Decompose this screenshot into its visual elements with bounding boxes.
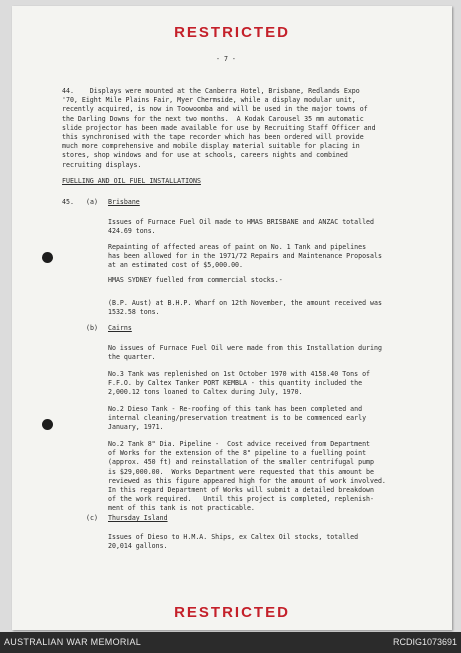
brisbane-sydney-text: HMAS SYDNEY fuelled from commercial stocks.- bbox=[108, 276, 283, 284]
section-heading: FUELLING AND OIL FUEL INSTALLATIONS bbox=[62, 177, 201, 185]
punch-hole bbox=[42, 419, 53, 430]
brisbane-repainting-text: Repainting of affected areas of paint on No. 1 Tank and pipelines has been allowed for in the 1971/72 Repairs and Maintenance Proposals at an estimated cost of $5,000.00. bbox=[108, 243, 382, 270]
subsection-title-thursday-island: Thursday Island bbox=[108, 514, 168, 522]
record-id: RCDIG1073691 bbox=[392, 637, 457, 647]
cairns-tank3-text: No.3 Tank was replenished on 1st October 1970 with 4158.40 Tons of F.F.O. by Caltex Tanker PORT KEMBLA - this quantity included the 2,000.12 tons loaned to Caltex during July, 1970. bbox=[108, 370, 371, 397]
subsection-label-a: (a) bbox=[86, 198, 98, 206]
cairns-issues-text: No issues of Furnace Fuel Oil were made from this Installation during the quarter. bbox=[108, 344, 382, 362]
brisbane-bhp-text: (B.P. Aust) at B.H.P. Wharf on 12th November, the amount received was 1532.58 tons. bbox=[108, 299, 382, 317]
cairns-dieso-tank-text: No.2 Dieso Tank - Re-roofing of this tank has been completed and internal cleaning/preservation treatment is to be commenced early January, 1971. bbox=[108, 405, 367, 432]
subsection-title-cairns: Cairns bbox=[108, 324, 132, 332]
subsection-label-b: (b) bbox=[86, 324, 98, 332]
cairns-pipeline-text: No.2 Tank 8" Dia. Pipeline - Cost advice received from Department of Works for the extension of the 8" pipeline to a fuelling point (approx. 450 ft) and reinstallation of the smaller centrifugal pump is $29,000.00. Works Department were requested that this amount be reviewed as this figure appeared high for the amount of work involved. In this regard Department of Works will submit a detailed breakdown of the work required. Until this project is completed, replenish- ment of this tank is not practicable. bbox=[108, 440, 386, 513]
paragraph-44: 44. Displays were mounted at the Canberra Hotel, Brisbane, Redlands Expo '70, Eight Mile Plains Fair, Myer Chermside, while a display modular unit, recently acquired, is now in Toowoomba and will be used in the major towns of the Darling Downs for the next two months. A Kodak Carousel 35 mm automatic slide projector has been made available for use by Recruiting Staff Officer and this synchronised with the tape recorder which has been ordered will provide much more comprehensive and mobile display material suitable for placing in stores, shop windows and for use at schools, careers nights and combined recruiting displays. bbox=[62, 87, 376, 169]
subsection-label-c: (c) bbox=[86, 514, 98, 522]
paragraph-number: 45. bbox=[62, 198, 74, 206]
classification-stamp-bottom: RESTRICTED bbox=[174, 604, 290, 621]
document-page bbox=[12, 6, 452, 630]
classification-stamp-top: RESTRICTED bbox=[174, 24, 290, 41]
archive-footer-bar bbox=[0, 632, 461, 653]
archive-name: AUSTRALIAN WAR MEMORIAL bbox=[4, 637, 142, 647]
thursday-island-text: Issues of Dieso to H.M.A. Ships, ex Caltex Oil stocks, totalled 20,014 gallons. bbox=[108, 533, 359, 551]
punch-hole bbox=[42, 252, 53, 263]
page-number: - 7 - bbox=[216, 55, 236, 63]
brisbane-issues-text: Issues of Furnace Fuel Oil made to HMAS BRISBANE and ANZAC totalled 424.69 tons. bbox=[108, 218, 374, 236]
subsection-title-brisbane: Brisbane bbox=[108, 198, 140, 206]
